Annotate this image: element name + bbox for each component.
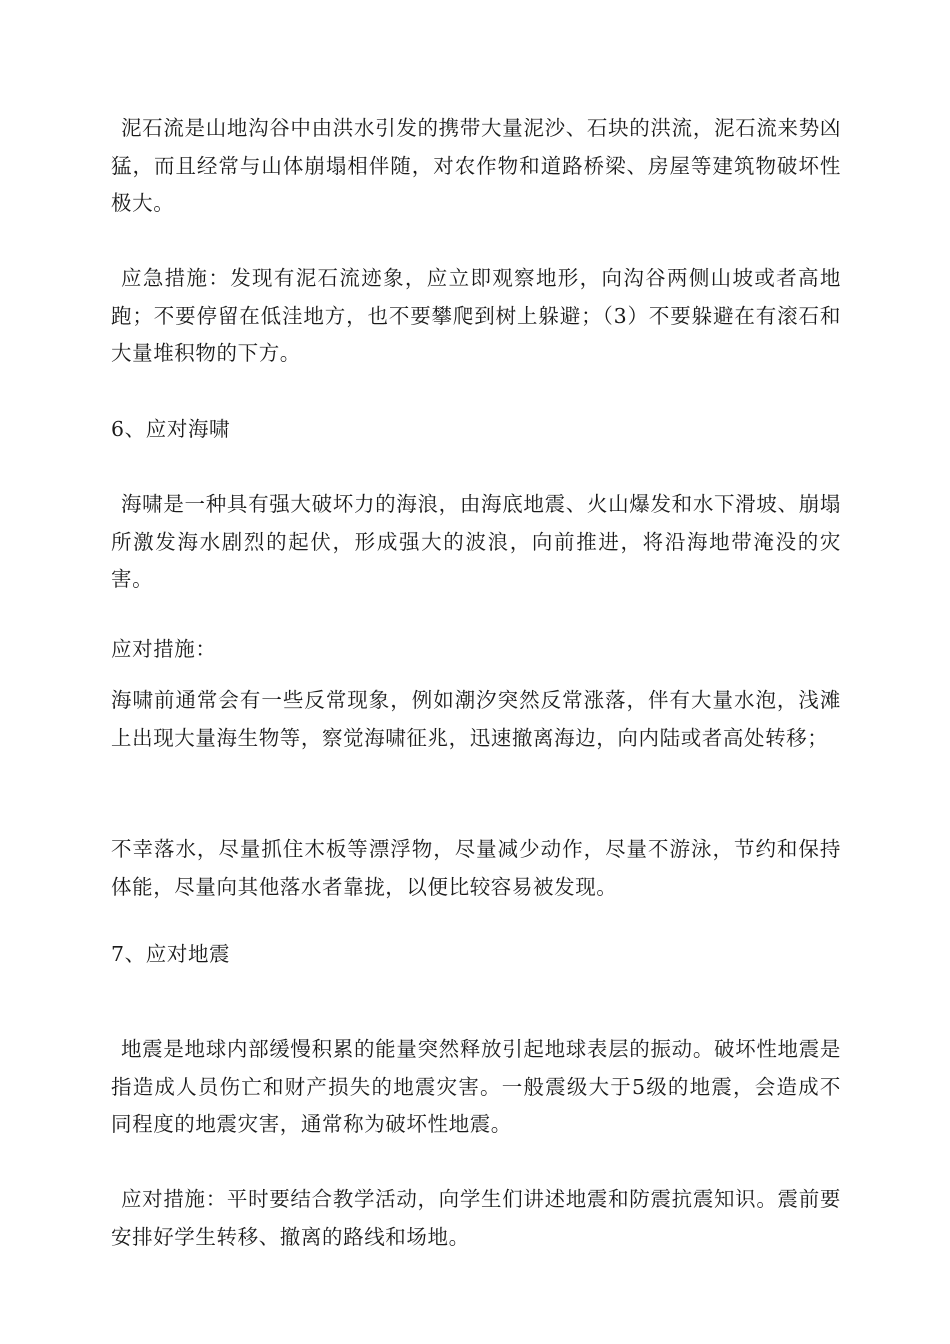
paragraph-tsunami-water: 不幸落水，尽量抓住木板等漂浮物，尽量减少动作，尽量不游泳，节约和保持体能，尽量向其他落水者靠拢，以便比较容易被发现。 <box>111 837 841 899</box>
paragraph-mudslide-description: 泥石流是山地沟谷中由洪水引发的携带大量泥沙、石块的洪流，泥石流来势凶猛，而且经常与山体崩塌相伴随，对农作物和道路桥梁、房屋等建筑物破坏性极大。 <box>111 116 841 215</box>
paragraph-tsunami-measures-label: 应对措施： <box>111 637 217 661</box>
paragraph-tsunami-signs: 海啸前通常会有一些反常现象，例如潮汐突然反常涨落，伴有大量水泡，浅滩上出现大量海生物等，察觉海啸征兆，迅速撤离海边，向内陆或者高处转移； <box>111 688 841 750</box>
paragraph-tsunami-description: 海啸是一种具有强大破坏力的海浪，由海底地震、火山爆发和水下滑坡、崩塌所激发海水剧烈的起伏，形成强大的波浪，向前推进，将沿海地带淹没的灾害。 <box>111 492 841 591</box>
paragraph-earthquake-description: 地震是地球内部缓慢积累的能量突然释放引起地球表层的振动。破坏性地震是指造成人员伤亡和财产损失的地震灾害。一般震级大于5级的地震，会造成不同程度的地震灾害，通常称为破坏性地震。 <box>111 1037 841 1136</box>
paragraph-mudslide-measures: 应急措施：发现有泥石流迹象，应立即观察地形，向沟谷两侧山坡或者高地跑；不要停留在低洼地方，也不要攀爬到树上躲避；（3）不要躲避在有滚石和大量堆积物的下方。 <box>111 266 841 365</box>
paragraph-earthquake-measures: 应对措施：平时要结合教学活动，向学生们讲述地震和防震抗震知识。震前要安排好学生转移、撤离的路线和场地。 <box>111 1187 841 1249</box>
heading-earthquake: 7、应对地震 <box>111 942 231 966</box>
heading-tsunami: 6、应对海啸 <box>111 417 231 441</box>
